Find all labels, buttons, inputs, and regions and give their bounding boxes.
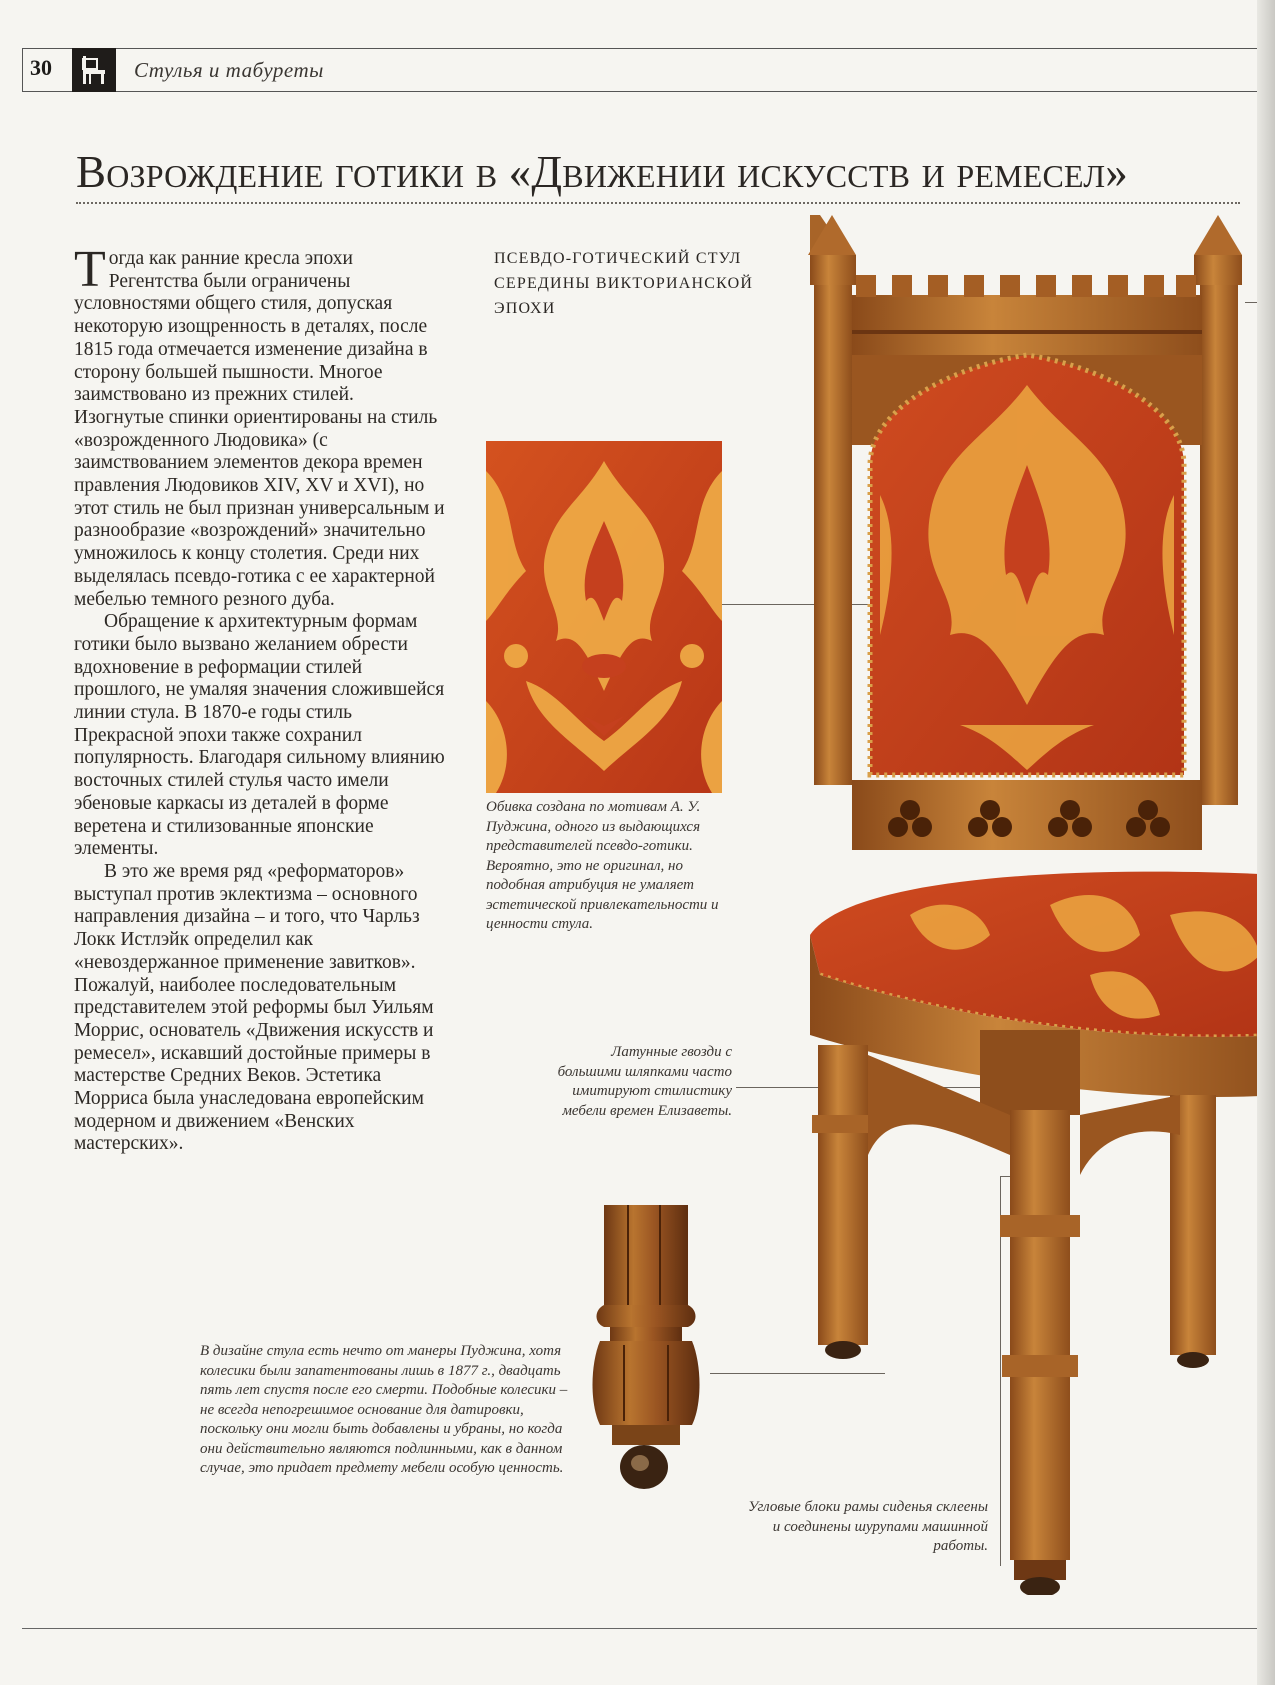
page-edge [1257,0,1275,1685]
leg-caster-detail-image [590,1205,710,1495]
body-paragraph-1 [74,241,446,611]
item-title: ПСЕВДО-ГОТИЧЕСКИЙ СТУЛ СЕРЕДИНЫ ВИКТОРИАНСКОЙ ЭПОХИ [494,250,754,317]
body-paragraph-2: Обращение к архитектурным формам готики было вызвано желанием обрести вдохновение в реформации стилей прошлого, не умаляя значения сложившейся линии стула. В 1870-е годы стиль Прекрасной эпохи также сохранил популярность. Благодаря сильному влиянию восточных стилей стулья часто имели эбеновые каркасы из деталей в форме веретена и стилизованные японские элементы. [74,611,445,860]
header-rule [22,48,1272,49]
footer-rule [22,1628,1272,1629]
gothic-chair-photo [790,215,1275,1595]
caption-caster: В дизайне стула есть нечто от манеры Пуджина, хотя колесики были запатентованы лишь в 1877 г., двадцать пять лет спустя после его смерти. Подобные колесики – не всегда непогрешимое основание для датировки, поскольку они могли быть добавлены и убраны, но когда они действительно являются подлинными, как в данном случае, это придает предмету мебели особую ценность. [200,1343,568,1476]
header-rule-bottom [22,91,1272,92]
page-headline: Возрождение готики в «Движении искусств и ремесел» [76,147,1128,197]
caption-brass-nails: Латунные гвозди с большими шляпками часто имитируют стилистику мебели времен Елизаветы. [557,1044,732,1119]
section-title: Стулья и табуреты [134,58,324,82]
fabric-detail-image [486,441,722,793]
chair-icon [72,48,116,92]
body-paragraph-3: В это же время ряд «реформаторов» выступал против эклектизма – основного направления дизайна – и того, что Чарльз Локк Истлэйк определил как «невоздержанное применение завитков». Пожалуй, наиболее последовательным представителем этой реформы был Уильям Моррис, основатель «Движения искусств и ремесел», искавший достойные примеры в мастерстве Средних Веков. Эстетика Морриса была унаследована европейским модерном и движением «Венских мастерских». [74,860,434,1155]
drop-cap: Т [74,241,106,298]
caption-fabric: Обивка создана по мотивам А. У. Пуджина, одного из выдающихся представителей псевдо-готики. Вероятно, это не оригинал, но подобная атрибуция не умаляет эстетической привлекательности и ценности стула. [486,799,719,932]
page-number: 30 [30,55,52,80]
caption-corner-blocks: Угловые блоки рамы сиденья склеены и соединены шурупами машинной работы. [748,1499,988,1554]
body-text [74,241,446,1156]
body-paragraph-1-text: огда как ранние кресла эпохи Регентства были ограничены условностями общего стиля, допуская некоторую изощренность в деталях, после 1815 года отмечается изменение дизайна в сторону большей пышности. Многое заимствовано из прежних стилей. Изогнутые спинки ориентированы на стиль «возрожденного Людовика» (с заимствованием элементов декора времен правления Людовиков XIV, XV и XVI), но этот стиль не был признан универсальным и разнообразие «возрождений» значительно умножилось к концу столетия. Среди них выделялась псевдо-готика с ее характерной мебелью темного резного дуба. [74,248,445,610]
headline-rule [76,202,1240,204]
header-rule-left [22,48,23,92]
